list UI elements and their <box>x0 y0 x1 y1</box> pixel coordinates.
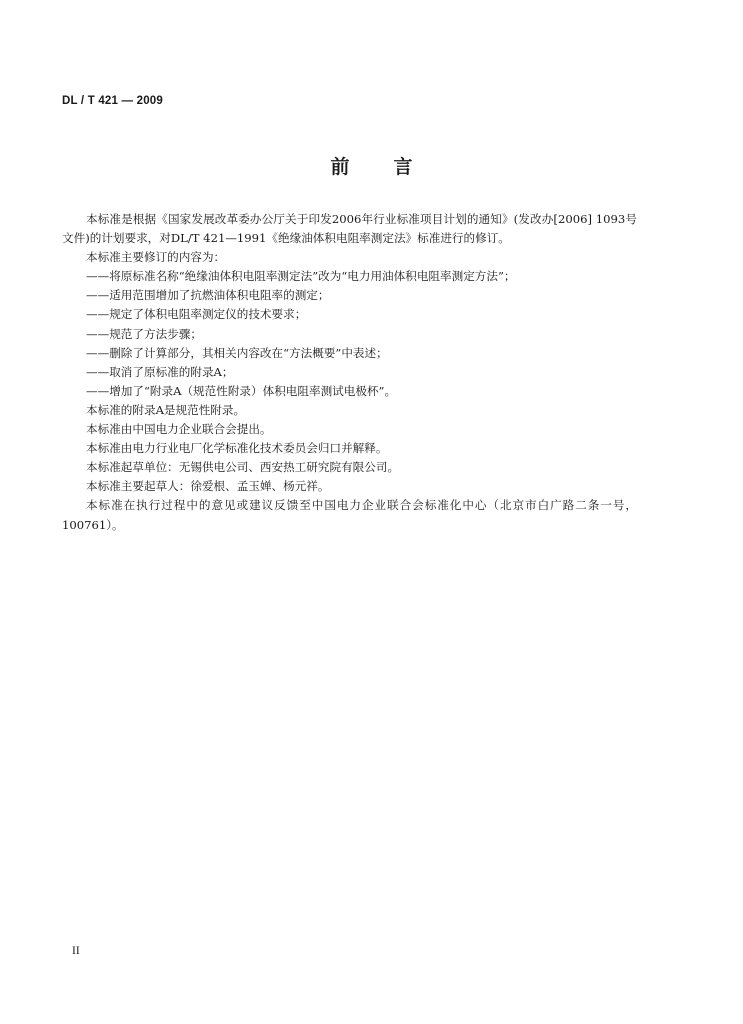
note-committee: 本标准由电力行业电厂化学标准化技术委员会归口并解释。 <box>86 441 388 456</box>
change-item-5: ——删除了计算部分，其相关内容改在“方法概要”中表述； <box>86 345 388 360</box>
change-item-3: ——规定了体积电阻率测定仪的技术要求； <box>86 307 307 322</box>
change-item-1: ——将原标准名称“绝缘油体积电阻率测定法”改为“电力用油体积电阻率测定方法”； <box>86 269 516 284</box>
note-appendix: 本标准的附录A是规范性附录。 <box>86 402 246 417</box>
change-item-2: ——适用范围增加了抗燃油体积电阻率的测定； <box>86 288 330 303</box>
intro-paragraph: 本标准是根据《国家发展改革委办公厅关于印发2006年行业标准项目计划的通知》(发改办[2006] 1093号文件)的计划要求，对DL/T 421—1991《绝缘油体积电阻率测定法》标准进行的修订。 <box>62 212 637 246</box>
foreword-body <box>62 210 637 535</box>
page-number: II <box>72 945 80 957</box>
document-code: DL / T 421 — 2009 <box>62 95 163 107</box>
change-item-7: ——增加了“附录A（规范性附录）体积电阻率测试电极杯”。 <box>86 383 397 398</box>
change-item-6: ——取消了原标准的附录A； <box>86 364 234 379</box>
note-drafting-units: 本标准起草单位：无锡供电公司、西安热工研究院有限公司。 <box>86 460 400 475</box>
change-item-4: ——规范了方法步骤； <box>86 326 202 341</box>
note-proposer: 本标准由中国电力企业联合会提出。 <box>86 422 272 437</box>
note-drafters: 本标准主要起草人：徐爱根、孟玉婵、杨元祥。 <box>86 479 330 494</box>
page-title: 前言 <box>330 156 457 178</box>
feedback-paragraph: 本标准在执行过程中的意见或建议反馈至中国电力企业联合会标准化中心（北京市白广路二条一号，100761）。 <box>62 498 637 532</box>
changes-heading: 本标准主要修订的内容为： <box>86 250 226 265</box>
